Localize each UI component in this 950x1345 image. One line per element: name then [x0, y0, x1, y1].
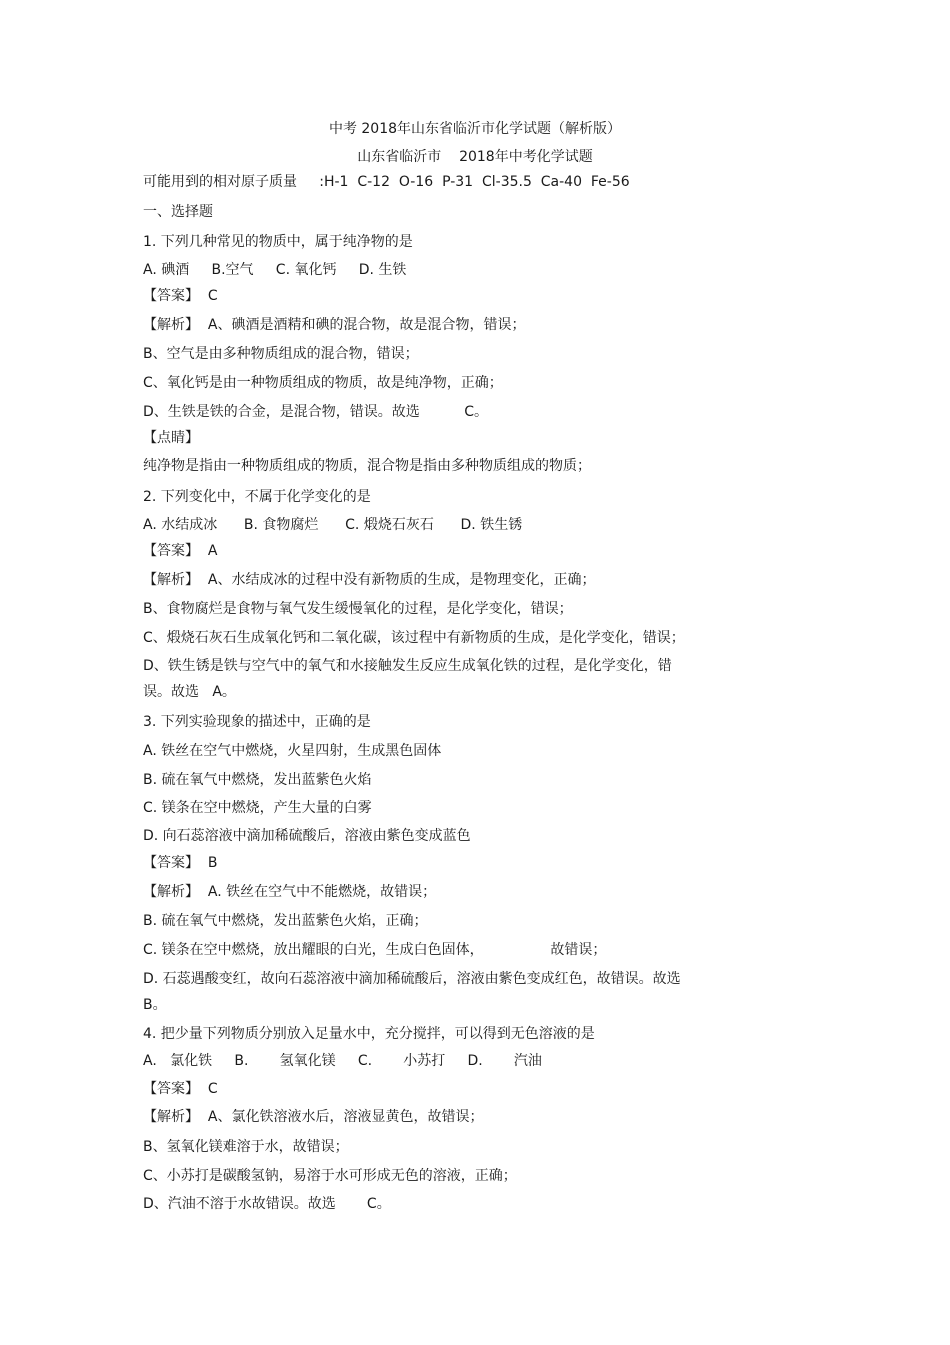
atomic-masses-line: 可能用到的相对原子质量 :H-1 C-12 O-16 P-31 Cl-35.5 Ca-40 Fe-56: [143, 174, 630, 190]
analysis-line: C、氧化钙是由一种物质组成的物质，故是纯净物，正确；: [143, 375, 503, 391]
analysis-4: 【解析】 A、氯化铁溶液水后，溶液显黄色，故错误；: [143, 1109, 484, 1125]
analysis-line: B. 硫在氧气中燃烧，发出蓝紫色火焰，正确；: [143, 913, 428, 929]
analysis-3: 【解析】 A. 铁丝在空气中不能燃烧，故错误；: [143, 884, 437, 900]
analysis-line: B。: [143, 997, 167, 1013]
analysis-line: D、汽油不溶于水故错误。故选 C。: [143, 1196, 391, 1212]
analysis-line: 误。故选 A。: [143, 684, 236, 700]
tip-heading: 【点睛】: [143, 430, 199, 446]
analysis-line: C. 镁条在空中燃烧，放出耀眼的白光，生成白色固体， 故错误；: [143, 942, 607, 958]
document-subtitle: 山东省临沂市 2018年中考化学试题: [357, 149, 593, 165]
answer-3: 【答案】 B: [143, 855, 218, 871]
analysis-line: D. 石蕊遇酸变红，故向石蕊溶液中滴加稀硫酸后，溶液由紫色变成红色，故错误。故选: [143, 971, 681, 987]
analysis-line: B、空气是由多种物质组成的混合物，错误；: [143, 346, 419, 362]
question-3-option-c: C. 镁条在空中燃烧，产生大量的白雾: [143, 800, 372, 816]
answer-4: 【答案】 C: [143, 1081, 218, 1097]
question-2-options: A. 水结成冰 B. 食物腐烂 C. 煅烧石灰石 D. 铁生锈: [143, 517, 523, 533]
answer-1: 【答案】 C: [143, 288, 218, 304]
question-3-option-b: B. 硫在氧气中燃烧，发出蓝紫色火焰: [143, 772, 372, 788]
analysis-line: B、氢氧化镁难溶于水，故错误；: [143, 1139, 349, 1155]
question-3-option-d: D. 向石蕊溶液中滴加稀硫酸后，溶液由紫色变成蓝色: [143, 828, 471, 844]
section-heading: 一、选择题: [143, 204, 213, 220]
analysis-line: B、食物腐烂是食物与氧气发生缓慢氧化的过程，是化学变化，错误；: [143, 601, 573, 617]
question-4-options: A. 氯化铁 B. 氢氧化镁 C. 小苏打 D. 汽油: [143, 1053, 542, 1069]
question-3: 3. 下列实验现象的描述中，正确的是: [143, 714, 371, 730]
question-1: 1. 下列几种常见的物质中，属于纯净物的是: [143, 234, 413, 250]
tip-text: 纯净物是指由一种物质组成的物质，混合物是指由多种物质组成的物质；: [143, 458, 591, 474]
answer-2: 【答案】 A: [143, 543, 218, 559]
question-1-options: A. 碘酒 B.空气 C. 氧化钙 D. 生铁: [143, 262, 407, 278]
analysis-line: D、铁生锈是铁与空气中的氧气和水接触发生反应生成氧化铁的过程，是化学变化，错: [143, 658, 672, 674]
analysis-1: 【解析】 A、碘酒是酒精和碘的混合物，故是混合物，错误；: [143, 317, 526, 333]
question-2: 2. 下列变化中，不属于化学变化的是: [143, 489, 371, 505]
analysis-2: 【解析】 A、水结成冰的过程中没有新物质的生成，是物理变化，正确；: [143, 572, 596, 588]
document-title: 中考 2018年山东省临沂市化学试题（解析版）: [328, 121, 622, 137]
analysis-line: C、小苏打是碳酸氢钠，易溶于水可形成无色的溶液，正确；: [143, 1168, 517, 1184]
analysis-line: C、煅烧石灰石生成氧化钙和二氧化碳，该过程中有新物质的生成，是化学变化，错误；: [143, 630, 685, 646]
question-4: 4. 把少量下列物质分别放入足量水中，充分搅拌，可以得到无色溶液的是: [143, 1026, 595, 1042]
analysis-line: D、生铁是铁的合金，是混合物，错误。故选 C。: [143, 404, 489, 420]
question-3-option-a: A. 铁丝在空气中燃烧，火星四射，生成黑色固体: [143, 743, 442, 759]
